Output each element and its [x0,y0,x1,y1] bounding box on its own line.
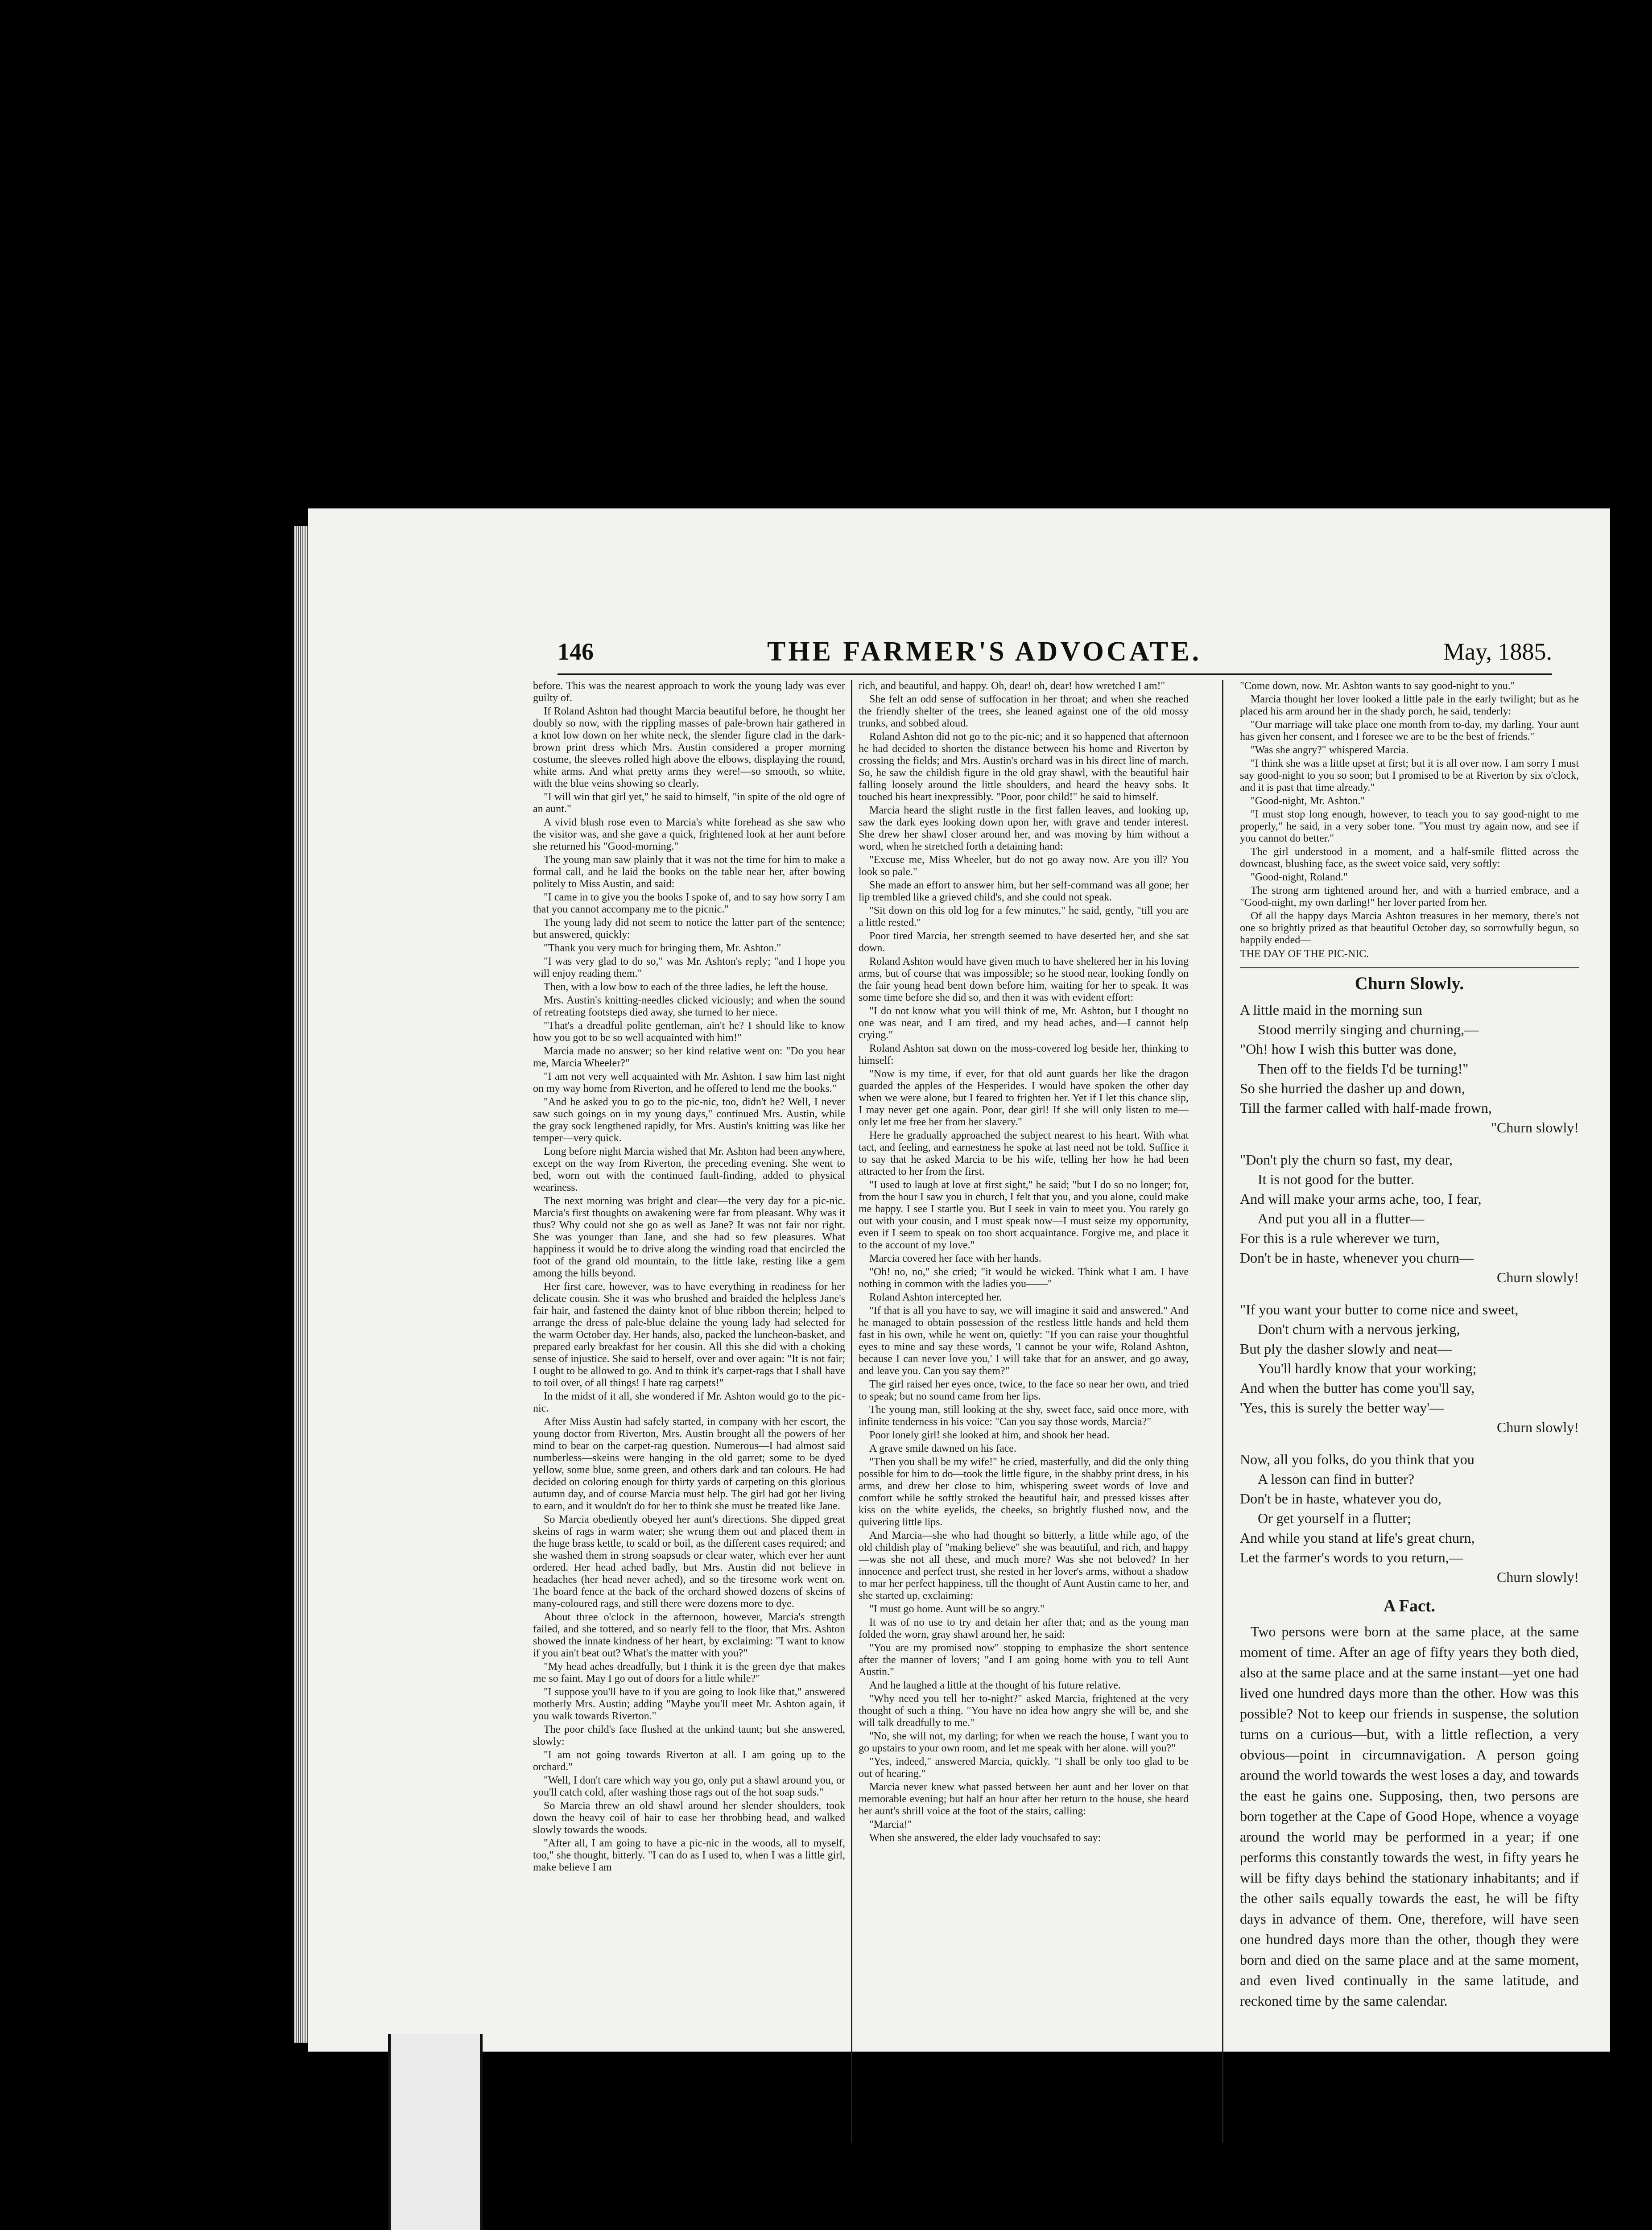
poem-line: Or get yourself in a flutter; [1258,1510,1411,1526]
story-ending [1240,680,1579,946]
paragraph: "Thank you very much for bringing them, Mr. Ashton." [544,942,781,954]
section-rule [1240,967,1579,969]
paragraph: Roland Ashton sat down on the moss-covered log beside her, thinking to himself: [859,1043,1189,1066]
paragraph: "And he asked you to go to the pic-nic, too, didn't he? Well, I never saw such goings on in my young days," continued Mrs. Austin, while the gray sock lengthened rapidly, for Mrs. Austin's knitting was like her temper—very quick. [533,1096,845,1144]
poem-line: So she hurried the dasher up and down, [1240,1080,1465,1096]
paragraph: When she answered, the elder lady vouchsafed to say: [869,1832,1101,1844]
paragraph: So Marcia threw an old shawl around her slender shoulders, took down the heavy coil of hair to ease her throbbing head, and walked slowly towards the woods. [533,1800,845,1836]
paragraph: A grave smile dawned on his face. [869,1443,1016,1454]
poem-body [1240,1000,1579,1587]
poem-line: And when the butter has come you'll say, [1240,1380,1475,1396]
paragraph: "Was she angry?" whispered Marcia. [1251,744,1409,756]
poem-line: And will make your arms ache, too, I fear, [1240,1191,1482,1207]
paragraph: "Marcia!" [869,1819,912,1830]
paragraph: It was of no use to try and detain her after that; and as the young man folded the worn, gray shawl around her, he said: [859,1617,1189,1640]
column-divider [1222,680,1223,2143]
paragraph: Long before night Marcia wished that Mr. Ashton had been anywhere, except on the way from Riverton, the preceding evening. She went to bed, worn out with the continued fault-finding, added to physical weariness. [533,1146,845,1193]
paragraph: "No, she will not, my darling; for when we reach the house, I want you to go upstairs to your own room, and let me speak with her alone. will you?" [859,1730,1189,1754]
paragraph: Of all the happy days Marcia Ashton treasures in her memory, there's not one so brightly prized as that beautiful October day, so sorrowfully begun, so happily ended— [1240,910,1579,946]
column-2 [859,680,1189,2143]
poem-line: And while you stand at life's great churn, [1240,1530,1475,1546]
paragraph: rich, and beautiful, and happy. Oh, dear! oh, dear! how wretched I am!" [859,680,1165,692]
paragraph: The strong arm tightened around her, and with a hurried embrace, and a "Good-night, my own darling!" her lover parted from her. [1240,885,1579,909]
paragraph: Mrs. Austin's knitting-needles clicked viciously; and when the sound of retreating footsteps died away, she turned to her niece. [533,995,845,1018]
poem-line: "Churn slowly! [1491,1119,1579,1136]
page-header [558,633,1552,675]
poem-stanza [1240,1300,1579,1437]
paragraph: Then, with a low bow to each of the three ladies, he left the house. [544,981,828,993]
paragraph: The next morning was bright and clear—the very day for a pic-nic. Marcia's first thoughts on awakening were far from pleasant. Why was it thus? Why could not she go as well as Jane? It was not fair nor right. She was younger than Jane, and she had so few pleasures. What happiness it would be to drive along the winding road that encircled the foot of the grand old mountain, to the little lake, resting like a gem among the hills beyond. [533,1195,845,1279]
page-clip [388,2034,483,2230]
poem-stanza [1240,1450,1579,1587]
article-body: Two persons were born at the same place, at the same moment of time. After an age of fifty years they both died, also at the same place and at the same instant—yet one had lived one hundred days more than the other. How was this possible? Not to keep our friends in suspense, the solution turns on a curious—but, with a little reflection, a very obvious—point in circumnavigation. A person going around the world towards the west loses a day, and towards the east he gains one. Supposing, then, two persons are born together at the Cape of Good Hope, whence a voyage around the world may be performed in a year; if one performs this constantly towards the west, in fifty years he will be fifty days behind the stationary inhabitants; and if the other sails equally towards the east, he will be fifty days in advance of them. One, therefore, will have seen one hundred days more than the other, though they were born and died on the same place and at the same moment, and even lived continually in the same latitude, and reckoned time by the same calendar. [1240,1623,1579,2009]
poem-line: And put you all in a flutter— [1258,1210,1425,1226]
paragraph: "Now is my time, if ever, for that old aunt guards her like the dragon guarded the apples of the Hesperides. I would have spoken the other day when we were alone, but I feared to frighten her. Yet if I let this chance slip, I may never get one again. Poor, dear girl! If she will only listen to me—only let me free her from her slavery." [859,1068,1189,1128]
poem-line: Stood merrily singing and churning,— [1258,1021,1479,1037]
poem-line: Then off to the fields I'd be turning!" [1258,1061,1469,1077]
poem-line: Don't be in haste, whenever you churn— [1240,1250,1474,1266]
paragraph: "Good-night, Roland." [1251,871,1348,883]
paragraph: "Yes, indeed," answered Marcia, quickly. "I shall be only too glad to be out of hearing." [859,1756,1189,1780]
paragraph: She made an effort to answer him, but her self-command was all gone; her lip trembled like a grieved child's, and she could not speak. [859,880,1189,903]
paragraph: "Our marriage will take place one month from to-day, my darling. Your aunt has given her consent, and I foresee we are to be the best of friends." [1240,719,1579,743]
paragraph: "I came in to give you the books I spoke of, and to say how sorry I am that you cannot accompany me to the picnic." [533,892,845,915]
paragraph: "That's a dreadful polite gentleman, ain't he? I should like to know how you got to be so well acquainted with him!" [533,1020,845,1044]
paragraph: She felt an odd sense of suffocation in her throat; and when she reached the friendly shelter of the trees, she leaned against one of the old mossy trunks, and sobbed aloud. [859,694,1189,729]
paragraph: And Marcia—she who had thought so bitterly, a little while ago, of the old childish play of "making believe" she was beautiful, and rich, and happy—was she not all these, and much more? Was she not beloved? In her innocence and perfect trust, she rested in her lover's arms, without a shadow to mar her perfect happiness, till the thought of Aunt Austin came to her, and she started up, exclaiming: [859,1530,1189,1602]
paragraph: "I am not very well acquainted with Mr. Ashton. I saw him last night on my way home from Riverton, and he offered to lend me the books." [533,1071,845,1094]
poem-line: It is not good for the butter. [1258,1171,1415,1187]
paragraph: Roland Ashton would have given much to have sheltered her in his loving arms, but of course that was impossible; so he stood near, looking fondly on the fair young head bent down before him, waiting for her to speak. It was some time before she did so, and then it was with evident effort: [859,956,1189,1004]
column-1 [533,680,845,2143]
paragraph: "I suppose you'll have to if you are going to look like that," answered motherly Mrs. Austin; adding "Maybe you'll meet Mr. Ashton again, if you walk towards Riverton." [533,1686,845,1722]
paragraph: "I do not know what you will think of me, Mr. Ashton, but I thought no one was near, and I am tired, and my head aches, and—I cannot help crying." [859,1005,1189,1041]
paragraph: "I think she was a little upset at first; but it is all over now. I am sorry I must say good-night to you so soon; but I promised to be at Riverton by six o'clock, and it is past that time already." [1240,758,1579,793]
paragraph: The girl raised her eyes once, twice, to the face so near her own, and tried to speak; but no sound came from her lips. [859,1379,1189,1402]
poem-line: Churn slowly! [1497,1269,1579,1285]
paragraph: "Good-night, Mr. Ashton." [1251,795,1365,807]
paragraph: The young man saw plainly that it was not the time for him to make a formal call, and he laid the books on the table near her, after bowing politely to Miss Austin, and said: [533,854,845,890]
poem-title: Churn Slowly. [1355,973,1464,993]
poem-line: For this is a rule wherever we turn, [1240,1230,1440,1246]
paragraph: before. This was the nearest approach to work the young lady was ever guilty of. [533,680,845,704]
poem-line: 'Yes, this is surely the better way'— [1240,1400,1444,1416]
paragraph: "Well, I don't care which way you go, only put a shawl around you, or you'll catch cold, after washing those rags out of the hot soap suds." [533,1775,845,1798]
poem-line: A lesson can find in butter? [1258,1471,1415,1487]
paragraph: A vivid blush rose even to Marcia's white forehead as she saw who the visitor was, and she gave a quick, frightened look at her aunt before she returned his "Good-morning." [533,817,845,852]
paragraph: "If that is all you have to say, we will imagine it said and answered." And he managed to obtain possession of the restless little hands and held them fast in his own, while he went on, quietly: "If you can raise your thoughtful eyes to mine and say these words, 'I cannot be your wife, Roland Ashton, because I can never love you,' I will take that for an answer, and go away, and leave you. Can you say them?" [859,1305,1189,1377]
poem-line: Don't churn with a nervous jerking, [1258,1321,1460,1337]
poem-line: A little maid in the morning sun [1240,1002,1422,1018]
paragraph: "After all, I am going to have a pic-nic in the woods, all to myself, too," she thought, bitterly. "I can do as I used to, when I was a little girl, make believe I am [533,1838,845,1873]
issue-date: May, 1885. [1443,638,1552,665]
poem-line: Now, all you folks, do you think that you [1240,1451,1474,1467]
paragraph: Marcia heard the slight rustle in the first fallen leaves, and looking up, saw the dark eyes looking down upon her, with grave and tender interest. She drew her shawl closer around her, and was moving by him without a word, when he stretched forth a detaining hand: [859,805,1189,852]
paragraph: "I must go home. Aunt will be so angry." [869,1603,1045,1615]
paragraph: Poor lonely girl! she looked at him, and shook her head. [869,1429,1110,1441]
column-divider [851,680,852,2143]
paragraph: So Marcia obediently obeyed her aunt's directions. She dipped great skeins of rags in warm water; she wrung them out and placed them in the huge brass kettle, to scald or boil, as the different cases required; and she washed them in strong soapsuds or clear water, which ever her aunt ordered. Her head ached badly, but Mrs. Austin did not believe in headaches (her head never ached), and so the tiresome work went on. The board fence at the back of the orchard showed dozens of skeins of many-coloured rags, and still there were dozens more to dye. [533,1514,845,1610]
paragraph: "I was very glad to do so," was Mr. Ashton's reply; "and I hope you will enjoy reading them." [533,956,845,979]
paragraph: Marcia made no answer; so her kind relative went on: "Do you hear me, Marcia Wheeler?" [533,1045,845,1069]
poem-line: "If you want your butter to come nice and sweet, [1240,1301,1519,1317]
paragraph: "I used to laugh at love at first sight," he said; "but I do so no longer; for, from the hour I saw you in church, I felt that you, and you alone, could make me happy. I see I startle you. But I seek in vain to meet you. You rarely go out with your cousin, and I must speak now—I must seize my opportunity, even if I seem to speak on too short acquaintance. Forgive me, and place it to the account of my love." [859,1179,1189,1251]
poem-stanza [1240,1150,1579,1287]
poem-line: Let the farmer's words to you return,— [1240,1549,1463,1565]
paragraph: The young man, still looking at the shy, sweet face, said once more, with infinite tenderness in his voice: "Can you say those words, Marcia?" [859,1404,1189,1428]
paragraph: Marcia covered her face with her hands. [869,1253,1041,1264]
paragraph: Roland Ashton did not go to the pic-nic; and it so happened that afternoon he had decided to shorten the distance between his home and Riverton by crossing the fields; and Mrs. Austin's orchard was in his direct line of march. So, he saw the childish figure in the old gray shawl, with the beautiful hair falling loosely around the little shoulders, and heard the heavy sobs. It touched his heart inexpressibly. "Poor, poor child!" he said to himself. [859,731,1189,803]
paragraph: Roland Ashton intercepted her. [869,1292,1002,1303]
poem-line: Till the farmer called with half-made frown, [1240,1100,1492,1116]
poem-line: But ply the dasher slowly and neat— [1240,1341,1452,1357]
paragraph: "You are my promised now" stopping to emphasize the short sentence after the manner of lovers; "and I am going home with you to tell Aunt Austin." [859,1642,1189,1678]
masthead: THE FARMER'S ADVOCATE. [767,636,1202,667]
poem-line: Don't be in haste, whatever you do, [1240,1491,1441,1507]
paragraph: Here he gradually approached the subject nearest to his heart. With what tact, and feeling, and earnestness he spoke at last need not be told. Suffice it to say that he asked Marcia to be his wife, telling her how he had been attracted to her from the first. [859,1130,1189,1177]
paragraph: The young lady did not seem to notice the latter part of the sentence; but answered, quickly: [533,917,845,941]
paragraph: In the midst of it all, she wondered if Mr. Ashton would go to the pic-nic. [533,1391,845,1414]
paragraph: If Roland Ashton had thought Marcia beautiful before, he thought her doubly so now, with the rippling masses of pale-brown hair gathered in a knot low down on her white neck, the slender figure clad in the dark-brown print dress which Mrs. Austin considered a proper morning costume, the sleeves rolled high above the elbows, displaying the round, white arms. And what pretty arms they were!—so smooth, so white, with the blue veins showing so clearly. [533,706,845,789]
poem-line: You'll hardly know that your working; [1258,1360,1477,1376]
poem-line: Churn slowly! [1497,1569,1579,1585]
article-title: A Fact. [1383,1597,1436,1615]
paragraph: "I am not going towards Riverton at all. I am going up to the orchard." [533,1749,845,1773]
paragraph: "Sit down on this old log for a few minutes," he said, gently, "till you are a little rested." [859,905,1189,929]
paragraph: The poor child's face flushed at the unkind taunt; but she answered, slowly: [533,1724,845,1747]
paragraph: Her first care, however, was to have everything in readiness for her delicate cousin. She it was who brushed and braided the helpless Jane's fair hair, and fastened the dainty knot of blue ribbon therein; helped to arrange the dress of pale-blue delaine the young lady had selected for the warm October day. Her hands, also, packed the luncheon-basket, and prepared early breakfast for her cousin. All this she did with a choking sense of injustice. She said to herself, over and over again: "It is not fair; I ought to be allowed to go. And to think it's carpet-rags that I shall have to toil over, of all things! I hate rag carpets!" [533,1281,845,1389]
paragraph: Marcia thought her lover looked a little pale in the early twilight; but as he placed his arm around her in the shady porch, he said, tenderly: [1240,694,1579,717]
paragraph: "Come down, now. Mr. Ashton wants to say good-night to you." [1240,680,1515,692]
paragraph: "I must stop long enough, however, to teach you to say good-night to me properly," he said, in a very sober tone. "You must try again now, and see if you cannot do better." [1240,809,1579,844]
paragraph: Poor tired Marcia, her strength seemed to have deserted her, and she sat down. [859,930,1189,954]
paragraph: "My head aches dreadfully, but I think it is the green dye that makes me so faint. May I go out of doors for a little while?" [533,1661,845,1685]
paragraph: "Why need you tell her to-night?" asked Marcia, frightened at the very thought of such a thing. "You have no idea how angry she will be, and she will talk dreadfully to me." [859,1693,1189,1729]
paragraph: After Miss Austin had safely started, in company with her escort, the young doctor from Riverton, Mrs. Austin brought all the powers of her mind to bear on the carpet-rag question. Numerous—I had almost said numberless—skeins were hanging in the old garret; some to be dyed yellow, some blue, some green, and others dark and tan colours. He had decided on coloring enough for thirty yards of carpeting on this glorious autumn day, and of course Marcia must help. The girl had got her living to earn, and it wouldn't do for her to think she must be treated like Jane. [533,1416,845,1512]
paragraph: "Oh! no, no," she cried; "it would be wicked. Think what I am. I have nothing in common with the ladies you——" [859,1266,1189,1290]
paragraph: "I will win that girl yet," he said to himself, "in spite of the old ogre of an aunt." [533,791,845,815]
poem-stanza [1240,1000,1579,1137]
paragraph: The girl understood in a moment, and a half-smile flitted across the downcast, blushing face, as the sweet voice said, very softly: [1240,846,1579,870]
story-signoff: THE DAY OF THE PIC-NIC. [1240,948,1369,960]
column-3 [1240,680,1579,2143]
paragraph: "Then you shall be my wife!" he cried, masterfully, and did the only thing possible for him to do—took the little figure, in the shabby print dress, in his arms, and drew her close to him, whispering sweet words of love and comfort while he softly stroked the beautiful hair, and pressed kisses after kiss on the white eyelids, the cheeks, so brightly flushed now, and the quivering little lips. [859,1456,1189,1528]
paragraph: And he laughed a little at the thought of his future relative. [869,1680,1121,1691]
paragraph: "Excuse me, Miss Wheeler, but do not go away now. Are you ill? You look so pale." [859,854,1189,878]
paragraph: Marcia never knew what passed between her aunt and her lover on that memorable evening; but half an hour after her return to the house, she heard her aunt's shrill voice at the foot of the stairs, calling: [859,1781,1189,1817]
poem-line: "Oh! how I wish this butter was done, [1240,1041,1457,1057]
poem-line: Churn slowly! [1497,1419,1579,1435]
paragraph: About three o'clock in the afternoon, however, Marcia's strength failed, and she tottered, and so nearly fell to the floor, that Mrs. Ashton showed the innate kindness of her heart, by exclaiming: "I want to know if you ain't beat out? What's the matter with you?" [533,1611,845,1659]
poem-line: "Don't ply the churn so fast, my dear, [1240,1152,1453,1168]
page-number: 146 [558,638,594,665]
